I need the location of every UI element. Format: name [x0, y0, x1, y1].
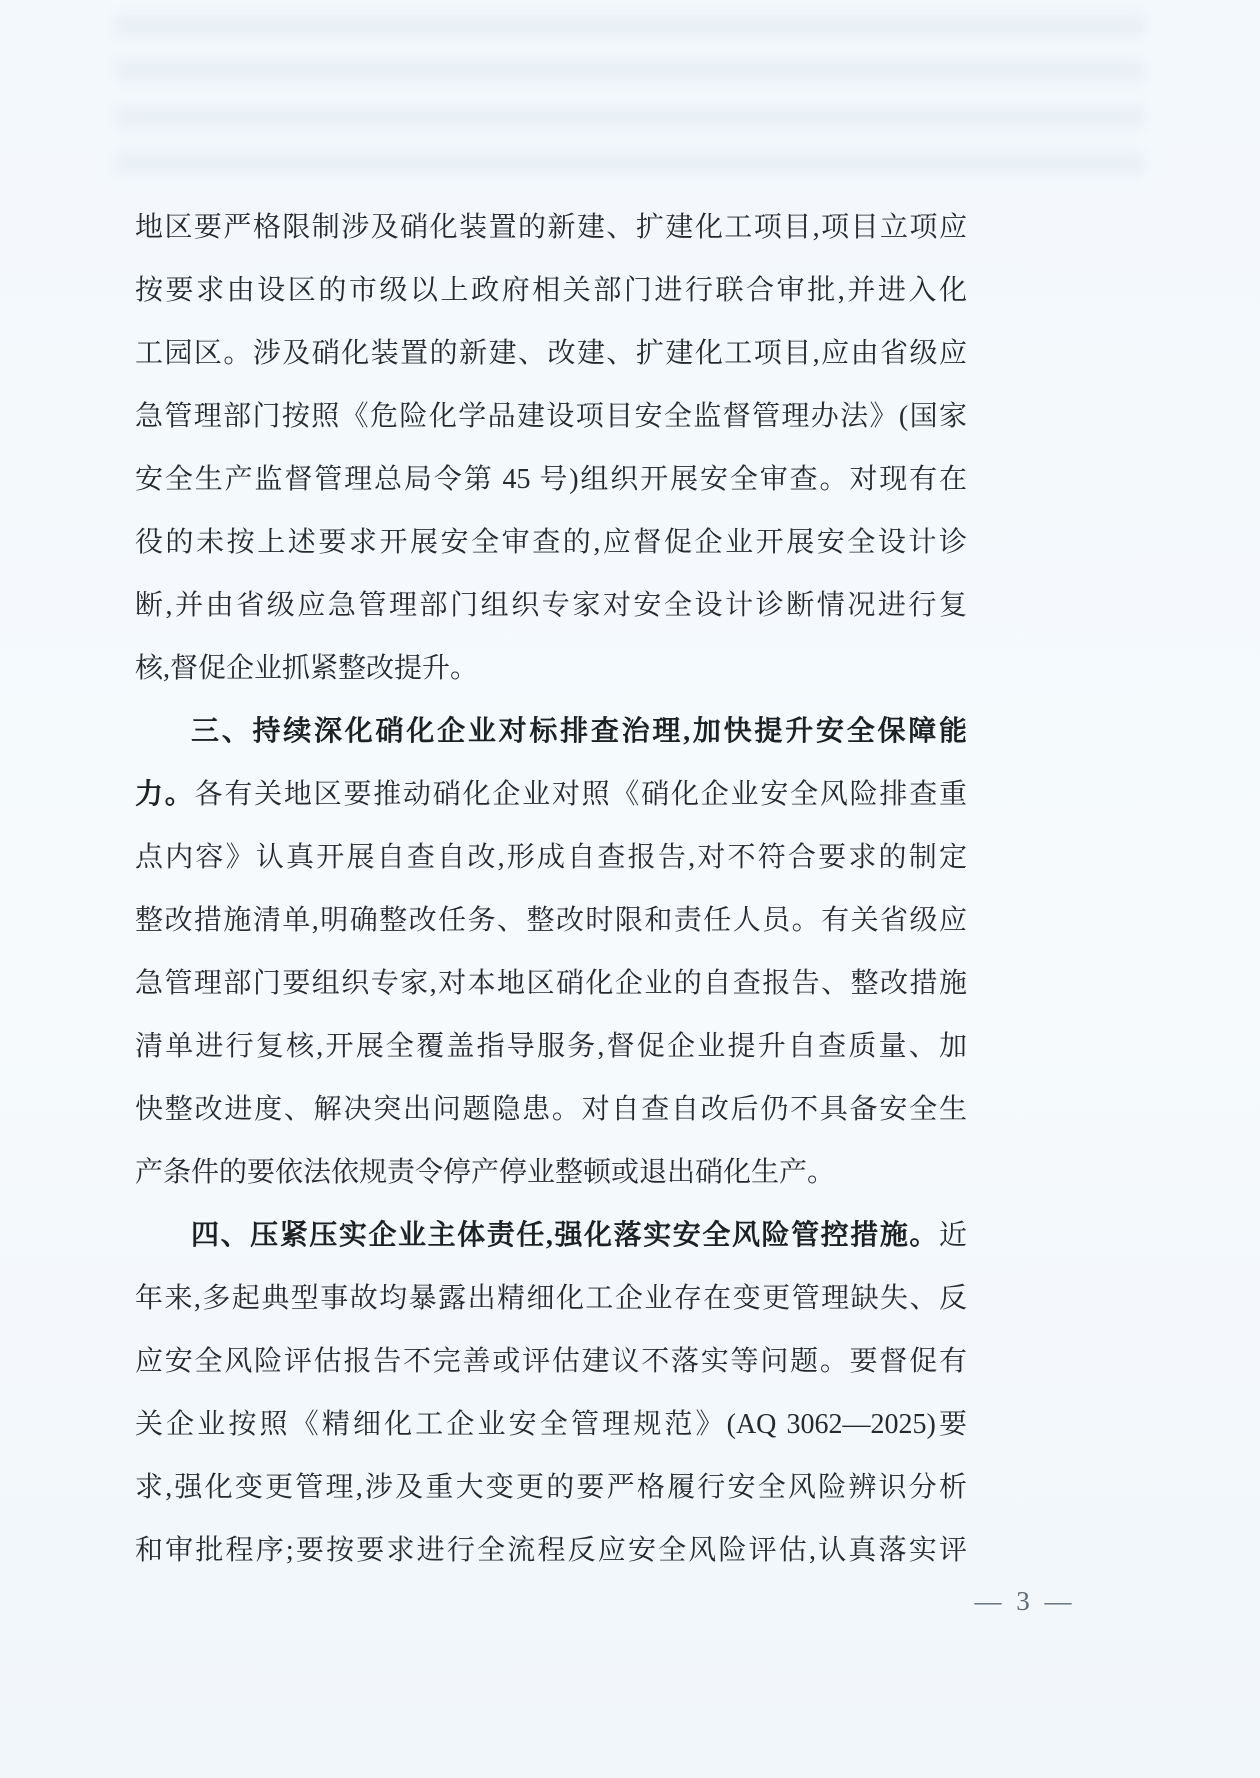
body-text: 地区要严格限制涉及硝化装置的新建、扩建化工项目,项目立项应	[135, 212, 967, 243]
text-line	[135, 259, 967, 322]
text-line	[135, 1204, 967, 1267]
body-text: 和审批程序;要按要求进行全流程反应安全风险评估,认真落实评	[135, 1535, 967, 1566]
text-line	[135, 1078, 967, 1141]
document-body	[135, 196, 967, 1582]
text-line	[135, 448, 967, 511]
body-text: 点内容》认真开展自查自改,形成自查报告,对不符合要求的制定	[135, 842, 967, 873]
text-line	[135, 196, 967, 259]
body-text: 工园区。涉及硝化装置的新建、改建、扩建化工项目,应由省级应	[135, 338, 967, 369]
body-text: 按要求由设区的市级以上政府相关部门进行联合审批,并进入化	[135, 275, 967, 306]
text-line	[135, 1141, 967, 1204]
page-number: — 3 —	[974, 1586, 1076, 1616]
body-text: 年来,多起典型事故均暴露出精细化工企业存在变更管理缺失、反	[135, 1283, 967, 1314]
text-line	[135, 511, 967, 574]
body-text: 核,督促企业抓紧整改提升。	[135, 653, 479, 684]
body-text: 清单进行复核,开展全覆盖指导服务,督促企业提升自查质量、加	[135, 1031, 967, 1062]
text-line	[135, 763, 967, 826]
text-line	[135, 700, 967, 763]
body-text: 整改措施清单,明确整改任务、整改时限和责任人员。有关省级应	[135, 905, 967, 936]
text-line	[135, 826, 967, 889]
section-heading-text: 力。	[135, 779, 195, 810]
text-line	[135, 952, 967, 1015]
text-line	[135, 574, 967, 637]
text-line	[135, 1519, 967, 1582]
text-line	[135, 1267, 967, 1330]
body-text: 急管理部门按照《危险化学品建设项目安全监督管理办法》(国家	[135, 401, 967, 432]
text-line	[135, 1330, 967, 1393]
body-text: 快整改进度、解决突出问题隐患。对自查自改后仍不具备安全生	[135, 1094, 967, 1125]
body-text: 关企业按照《精细化工企业安全管理规范》(AQ 3062—2025)要	[135, 1409, 967, 1440]
section-heading-text: 四、压紧压实企业主体责任,强化落实安全风险管控措施。	[191, 1220, 939, 1251]
text-line	[135, 889, 967, 952]
body-text: 各有关地区要推动硝化企业对照《硝化企业安全风险排查重	[194, 779, 967, 810]
text-line	[135, 1393, 967, 1456]
text-line	[135, 1456, 967, 1519]
body-text: 产条件的要依法依规责令停产停业整顿或退出硝化生产。	[135, 1157, 836, 1188]
body-text: 近	[938, 1220, 967, 1251]
text-line	[135, 1015, 967, 1078]
text-line	[135, 385, 967, 448]
body-text: 求,强化变更管理,涉及重大变更的要严格履行安全风险辨识分析	[135, 1472, 967, 1503]
section-heading-text: 三、持续深化硝化企业对标排查治理,加快提升安全保障能	[191, 716, 967, 747]
body-text: 安全生产监督管理总局令第 45 号)组织开展安全审查。对现有在	[135, 464, 967, 495]
body-text: 应安全风险评估报告不完善或评估建议不落实等问题。要督促有	[135, 1346, 967, 1377]
text-line	[135, 637, 967, 700]
body-text: 断,并由省级应急管理部门组织专家对安全设计诊断情况进行复	[135, 590, 967, 621]
bleedthrough-ghost-text	[115, 12, 1145, 177]
body-text: 役的未按上述要求开展安全审查的,应督促企业开展安全设计诊	[135, 527, 967, 558]
text-line	[135, 322, 967, 385]
body-text: 急管理部门要组织专家,对本地区硝化企业的自查报告、整改措施	[135, 968, 967, 999]
